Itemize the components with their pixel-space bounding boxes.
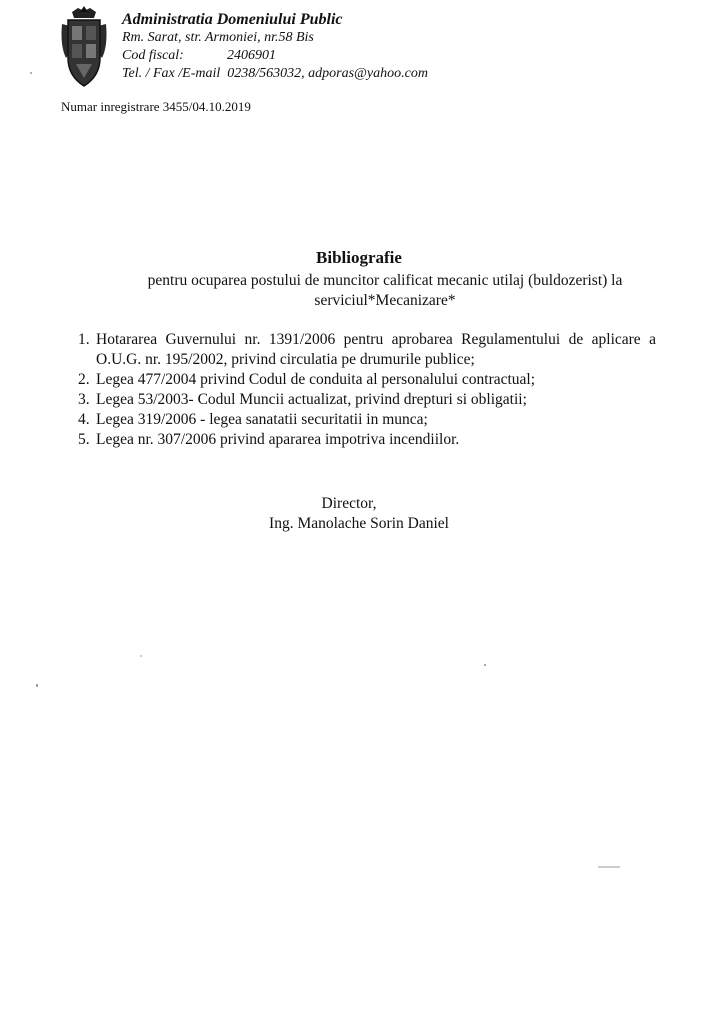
contact-value: 0238/563032, adporas@yahoo.com (227, 66, 428, 81)
subtitle-line-2: serviciul*Mecanizare* (314, 292, 456, 309)
fiscal-code-label: Cod fiscal: (122, 48, 184, 63)
registration-label: Numar inregistrare (61, 99, 160, 114)
fiscal-code-line (122, 47, 428, 65)
scan-speck (140, 655, 142, 657)
scan-speck (598, 866, 620, 868)
signature-block (0, 494, 718, 534)
scan-speck (484, 664, 486, 666)
subtitle-line-1: pentru ocuparea postului de muncitor calificat mecanic utilaj (buldozerist) la (147, 272, 623, 289)
list-item: 4. Legea 319/2006 - legea sanatatii securitatii in munca; (78, 411, 428, 428)
contact-line (122, 65, 428, 83)
list-item: 2. Legea 477/2004 privind Codul de conduita al personalului contractual; (78, 371, 536, 388)
signatory-name: Ing. Manolache Sorin Daniel (269, 515, 449, 532)
fiscal-code-value: 2406901 (227, 48, 276, 63)
contact-label: Tel. / Fax /E-mail (122, 66, 221, 81)
registration-value: 3455/04.10.2019 (162, 99, 251, 114)
coat-of-arms-logo (58, 6, 110, 90)
address-line: Rm. Sarat, str. Armoniei, nr.58 Bis (122, 30, 314, 45)
scan-speck (36, 684, 38, 687)
list-item: 5. Legea nr. 307/2006 privind apararea impotriva incendiilor. (78, 431, 460, 448)
list-item: 1. Hotararea Guvernului nr. 1391/2006 pentru aprobarea Regulamentului de aplicare a O.U.G. nr. 195/2002, privind circulatia pe drumurile publice; (78, 331, 656, 368)
letterhead (122, 10, 428, 83)
document-title: Bibliografie (316, 248, 402, 267)
organization-name: Administratia Domeniului Public (122, 11, 343, 28)
document-subtitle (110, 271, 660, 311)
signatory-role: Director, (321, 495, 377, 512)
registration-number (61, 99, 251, 115)
scan-speck (30, 72, 32, 74)
bibliography-list (78, 330, 656, 450)
list-item: 3. Legea 53/2003- Codul Muncii actualizat, privind drepturi si obligatii; (78, 391, 527, 408)
